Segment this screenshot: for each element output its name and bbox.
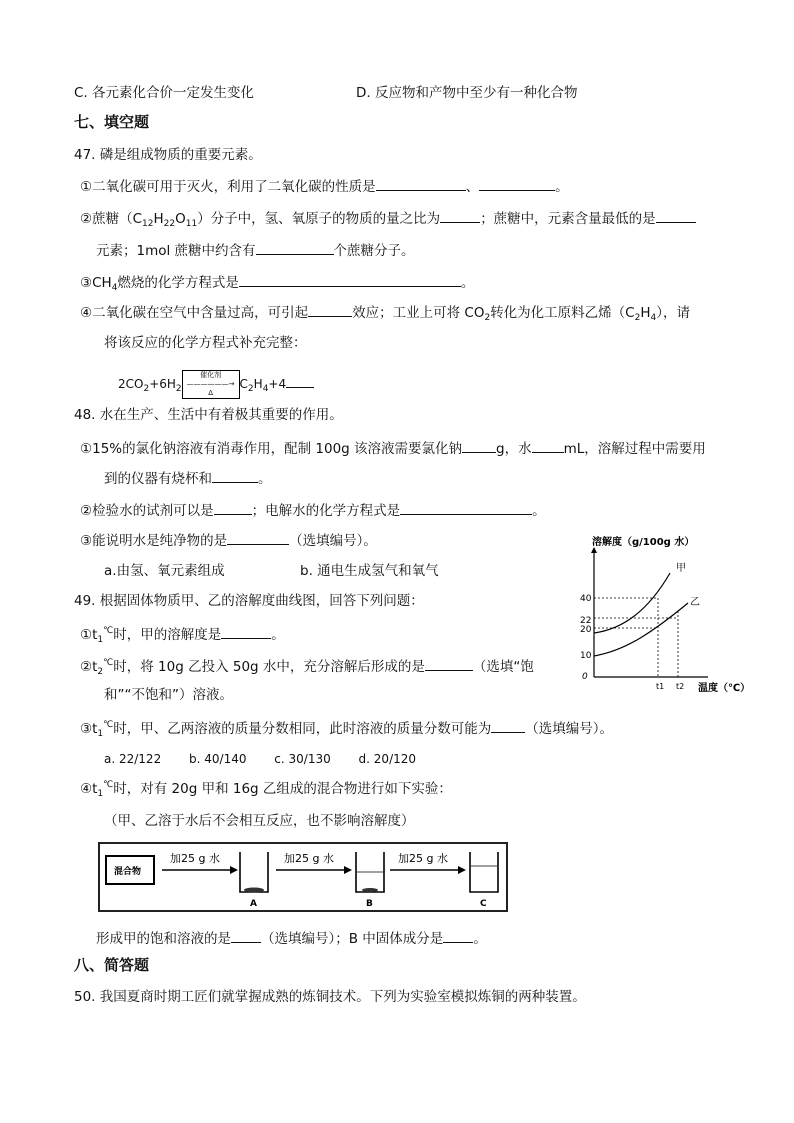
q47-part4: ④二氧化碳在空气中含量过高，可引起 效应；工业上可将 $CO_2$转化为化工原料乙烯$(C_2H_4)$，请: [80, 302, 690, 322]
q47-part1: ①二氧化碳可用于灭火，利用了二氧化碳的性质是 、 。: [80, 176, 569, 196]
add-water-label-1: 加25 g 水: [170, 852, 220, 865]
tick-y-10: 10: [580, 651, 592, 661]
q48-part1-cont: 到的仪器有烧杯和 。: [104, 468, 272, 488]
tick-x-t2: t2: [676, 682, 685, 691]
option-c: C. 各元素化合价一定发生变化: [74, 85, 255, 101]
q49-part5: 形成甲的饱和溶液的是 （选填编号）；B 中固体成分是 。: [96, 928, 487, 948]
q49-part4: $④t_1^℃$时，对有 20g 甲和 16g 乙组成的混合物进行如下实验：: [80, 780, 452, 799]
q49-part2-cont: 和”“不饱和”）溶液。: [104, 687, 233, 703]
solubility-curve-graph: [578, 531, 774, 697]
q49-part3: $③t_1^℃$时，甲、乙两溶液的质量分数相同，此时溶液的质量分数可能为 （选填编号）。: [80, 720, 613, 739]
graph-ylabel: 溶解度（g/100g 水）: [592, 537, 695, 548]
beaker-c-label: C: [480, 899, 487, 909]
arrow-3-head-icon: [458, 866, 466, 874]
curve-jia: [594, 573, 670, 633]
arrow-1-head-icon: [230, 866, 238, 874]
q48-stem: 48. 水在生产、生活中有着极其重要的作用。: [74, 407, 343, 423]
q47-part3: $③CH_4$燃烧的化学方程式是 。: [80, 272, 474, 292]
section-title-fill-blank: 七、填空题: [74, 113, 150, 131]
beaker-c-icon: [470, 852, 498, 892]
beaker-a-icon: [240, 852, 268, 892]
q49-stem: 49. 根据固体物质甲、乙的溶解度曲线图，回答下列问题：: [74, 593, 424, 609]
tick-y-40: 40: [580, 594, 592, 604]
option-d: D. 反应物和产物中至少有一种化合物: [356, 85, 578, 101]
q47-part2: ②蔗糖$(C_{12}H_{22}O_{11})$分子中，氢、氧原子的物质的量之比为 ；蔗糖中，元素含量最低的是: [80, 208, 696, 228]
label-jia: 甲: [676, 563, 686, 574]
label-yi: 乙: [690, 597, 700, 608]
q47-equation: $2CO_2+6H_2$催化剂 ——————→ $\Delta C_2H_4+4$: [118, 370, 314, 399]
q47-stem: 47. 磷是组成物质的重要元素。: [74, 147, 262, 163]
q50-stem: 50. 我国夏商时期工匠们就掌握成熟的炼铜技术。下列为实验室模拟炼铜的两种装置。: [74, 989, 586, 1005]
reaction-arrow-icon: 催化剂 ——————→ Δ: [182, 370, 240, 399]
graph-xlabel: 温度（℃）: [698, 683, 751, 694]
section-title-short-answer: 八、简答题: [74, 956, 150, 974]
tick-y-20: 20: [580, 625, 592, 635]
q48-option-a: a.由氢、氧元素组成: [104, 563, 225, 579]
beaker-a-solid: [244, 888, 264, 893]
tick-y-22: 22: [580, 616, 592, 626]
q48-option-b: b. 通电生成氢气和氧气: [300, 563, 439, 579]
mixture-label: 混合物: [114, 867, 142, 877]
q49-part3-options: a. 22/122 b. 40/140 c. 30/130 d. 20/120: [104, 752, 417, 766]
beaker-b-label: B: [366, 899, 373, 909]
q48-part2: ②检验水的试剂可以是 ；电解水的化学方程式是 。: [80, 500, 546, 520]
beaker-a-label: A: [250, 899, 257, 909]
tick-y-0: 0: [582, 672, 588, 682]
q48-part3: ③能说明水是纯净物的是 （选填编号）。: [80, 530, 377, 550]
add-water-label-2: 加25 g 水: [284, 852, 334, 865]
q47-part2-cont: 元素；1mol 蔗糖中约含有 个蔗糖分子。: [96, 240, 415, 260]
q49-part4-note: （甲、乙溶于水后不会相互反应，也不影响溶解度）: [104, 813, 415, 829]
add-water-label-3: 加25 g 水: [398, 852, 448, 865]
experiment-diagram: [98, 842, 508, 912]
q48-part1: ①15%的氯化钠溶液有消毒作用，配制 100g 该溶液需要氯化钠 g，水 mL，溶解过程中需要用: [80, 438, 706, 458]
q47-part4-cont: 将该反应的化学方程式补充完整：: [104, 335, 307, 351]
q49-part1: $①t_1^℃$时，甲的溶解度是 。: [80, 626, 285, 645]
arrow-2-head-icon: [344, 866, 352, 874]
tick-x-t1: t1: [656, 682, 665, 691]
beaker-b-solid: [362, 888, 378, 892]
q49-part2: $②t_2^℃$时，将 10g 乙投入 50g 水中，充分溶解后形成的是 （选填“饱: [80, 658, 534, 677]
